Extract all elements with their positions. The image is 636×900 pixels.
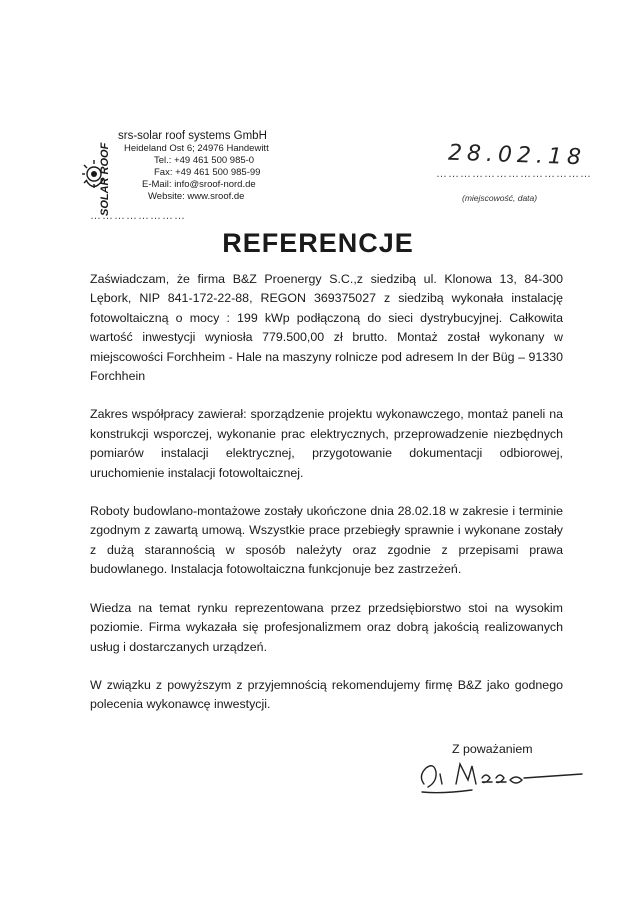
paragraph-3: Roboty budowlano-montażowe zostały ukończone dnia 28.02.18 w zakresie i terminie zgodnym z zawartą umową. Wszystkie prace przebiegły sprawnie i wykonane zostały z dużą starannością w sposób należyty oraz zgodnie z przepisami prawa budowlanego. Instalacja fotowoltaiczna funkcjonuje bez zastrzeżeń.	[90, 504, 563, 577]
document-title: REFERENCJE	[222, 228, 414, 258]
solar-roof-logo-icon	[82, 128, 122, 220]
company-letterhead	[118, 130, 269, 203]
svg-text:SOLAR ROOF: SOLAR ROOF	[99, 142, 111, 216]
date-dotted-line: …………………………………	[436, 168, 592, 180]
closing-salutation: Z poważaniem	[452, 742, 533, 756]
paragraph-2: Zakres współpracy zawierał: sporządzenie projektu wykonawczego, montaż paneli na konstrukcji wsporczej, wykonanie prac elektrycznych, przeprowadzenie niezbędnych pomiarów instalacji elektrycznej, przygotowanie dokumentacji odbiorowej, uruchomienie instalacji fotowoltaicznej.	[90, 407, 563, 480]
letter-body	[90, 270, 563, 734]
paragraph-4: Wiedza na temat rynku reprezentowana przez przedsiębiorstwo stoi na wysokim poziomie. Firma wykazała się profesjonalizmem oraz dobrą jakością realizowanych usług i dostarczanych urządzeń.	[90, 600, 563, 654]
company-website: Website: www.sroof.de	[148, 191, 245, 202]
signature-icon	[412, 754, 592, 798]
company-email: E-Mail: info@sroof-nord.de	[142, 179, 256, 190]
letterhead-dotted-line: ……………………	[90, 210, 186, 222]
company-fax: Fax: +49 461 500 985-99	[154, 167, 261, 178]
handwritten-date: 28.02.18	[447, 140, 587, 171]
paragraph-1: Zaświadczam, że firma B&Z Proenergy S.C.,z siedzibą ul. Klonowa 13, 84-300 Lębork, NIP 841-172-22-88, REGON 369375027 z siedzibą wykonała instalację fotowoltaiczną o mocy : 199 kWp podłączoną do sieci dystrybucyjnej. Całkowita wartość inwestycji wyniosła 779.500,00 zł brutto. Montaż został wykonany w miejscowości Forchheim - Hale na maszyny rolnicze pod adresem In der Büg – 91330 Forchhein	[90, 272, 563, 384]
company-name: srs-solar roof systems GmbH	[118, 130, 267, 142]
place-date-label: (miejscowość, data)	[462, 193, 538, 203]
company-tel: Tel.: +49 461 500 985-0	[154, 155, 255, 166]
paragraph-5: W związku z powyższym z przyjemnością rekomendujemy firmę B&Z jako godnego polecenia wykonawcę inwestycji.	[90, 677, 563, 712]
company-address: Heideland Ost 6; 24976 Handewitt	[124, 143, 269, 154]
